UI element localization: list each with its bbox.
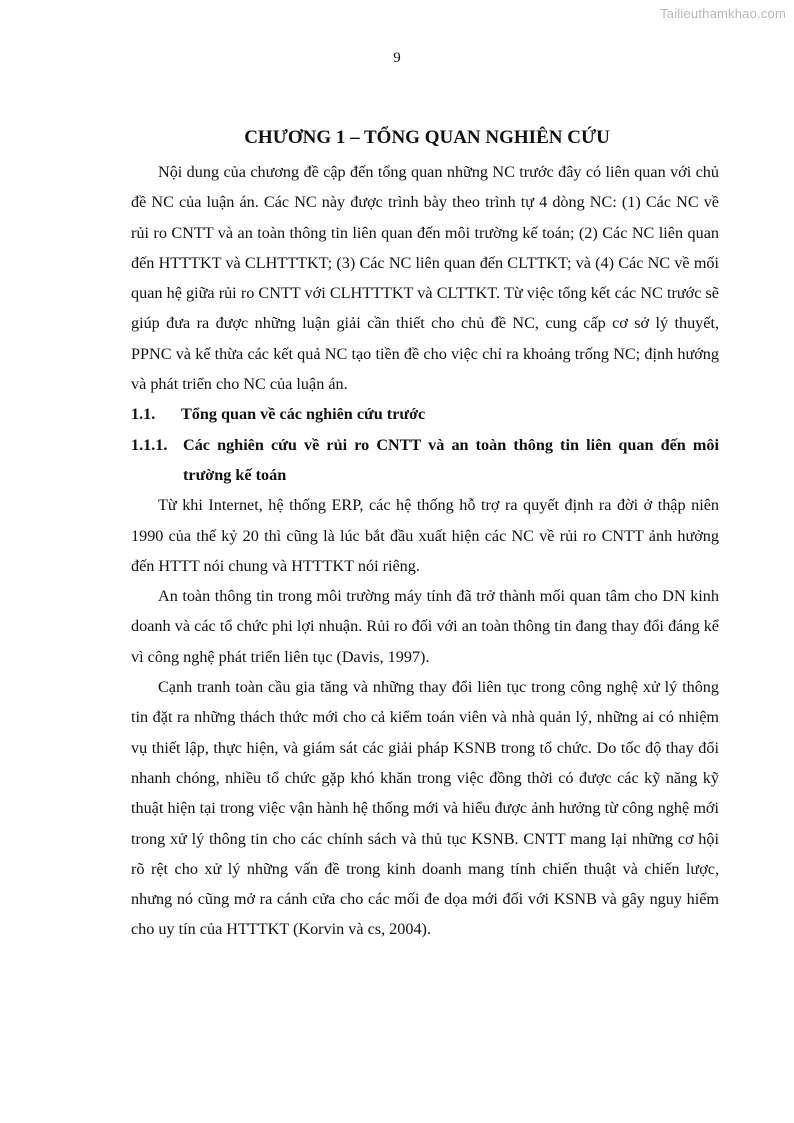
chapter-title: CHƯƠNG 1 – TỔNG QUAN NGHIÊN CỨU bbox=[244, 127, 610, 148]
section-title: Các nghiên cứu về rủi ro CNTT và an toàn thông tin liên quan đến môi trường kế toán bbox=[183, 435, 719, 484]
page-content bbox=[131, 127, 719, 945]
section-number: 1.1.1. bbox=[131, 435, 168, 454]
section-number: 1.1. bbox=[131, 405, 156, 424]
section-title: Tổng quan về các nghiên cứu trước bbox=[181, 405, 426, 424]
body-paragraph: Cạnh tranh toàn cầu gia tăng và những thay đổi liên tục trong công nghệ xử lý thông tin đặt ra những thách thức mới cho cả kiểm toán viên và nhà quản lý, những ai có nhiệm vụ thiết lập, thực hiện, và giám sát các giải pháp KSNB trong tổ chức. Do tốc độ thay đổi nhanh chóng, nhiều tổ chức gặp khó khăn trong việc đồng thời có được các kỹ năng kỹ thuật hiện tại trong việc vận hành hệ thống mới và hiểu được ảnh hưởng từ công nghệ mới trong xử lý thông tin cho các chính sách và thủ tục KSNB. CNTT mang lại những cơ hội rõ rệt cho xử lý những vấn đề trong kinh doanh mang tính chiến thuật và chiến lược, nhưng nó cũng mở ra cánh cửa cho các mối đe dọa mới đối với KSNB và gây nguy hiểm cho uy tín của HTTTKT (Korvin và cs, 2004). bbox=[131, 678, 719, 939]
watermark: Tailieuthamkhao.com bbox=[660, 6, 786, 21]
intro-paragraph: Nội dung của chương đề cập đến tổng quan những NC trước đây có liên quan với chủ đề NC của luận án. Các NC này được trình bày theo trình tự 4 dòng NC: (1) Các NC về rủi ro CNTT và an toàn thông tin liên quan đến môi trường kế toán; (2) Các NC liên quan đến HTTTKT và CLHTTTKT; (3) Các NC liên quan đến CLTTKT; và (4) Các NC về mối quan hệ giữa rủi ro CNTT với CLHTTTKT và CLTTKT. Từ việc tổng kết các NC trước sẽ giúp đưa ra được những luận giải cần thiết cho chủ đề NC, cung cấp cơ sở lý thuyết, PPNC và kế thừa các kết quả NC tạo tiền đề cho việc chỉ ra khoảng trống NC; định hướng và phát triển cho NC của luận án. bbox=[131, 163, 719, 394]
body-paragraph: Từ khi Internet, hệ thống ERP, các hệ thống hỗ trợ ra quyết định ra đời ở thập niên 1990 của thế kỷ 20 thì cũng là lúc bắt đầu xuất hiện các NC về rủi ro CNTT ảnh hưởng đến HTTT nói chung và HTTTKT nói riêng. bbox=[131, 496, 719, 575]
section-heading-1-1-1 bbox=[131, 430, 719, 491]
body-paragraph: An toàn thông tin trong môi trường máy tính đã trở thành mối quan tâm cho DN kinh doanh và các tổ chức phi lợi nhuận. Rủi ro đối với an toàn thông tin đang thay đổi đáng kể vì công nghệ phát triển liên tục (Davis, 1997). bbox=[131, 587, 719, 666]
section-heading-1-1 bbox=[131, 399, 719, 429]
page-number: 9 bbox=[393, 50, 401, 66]
